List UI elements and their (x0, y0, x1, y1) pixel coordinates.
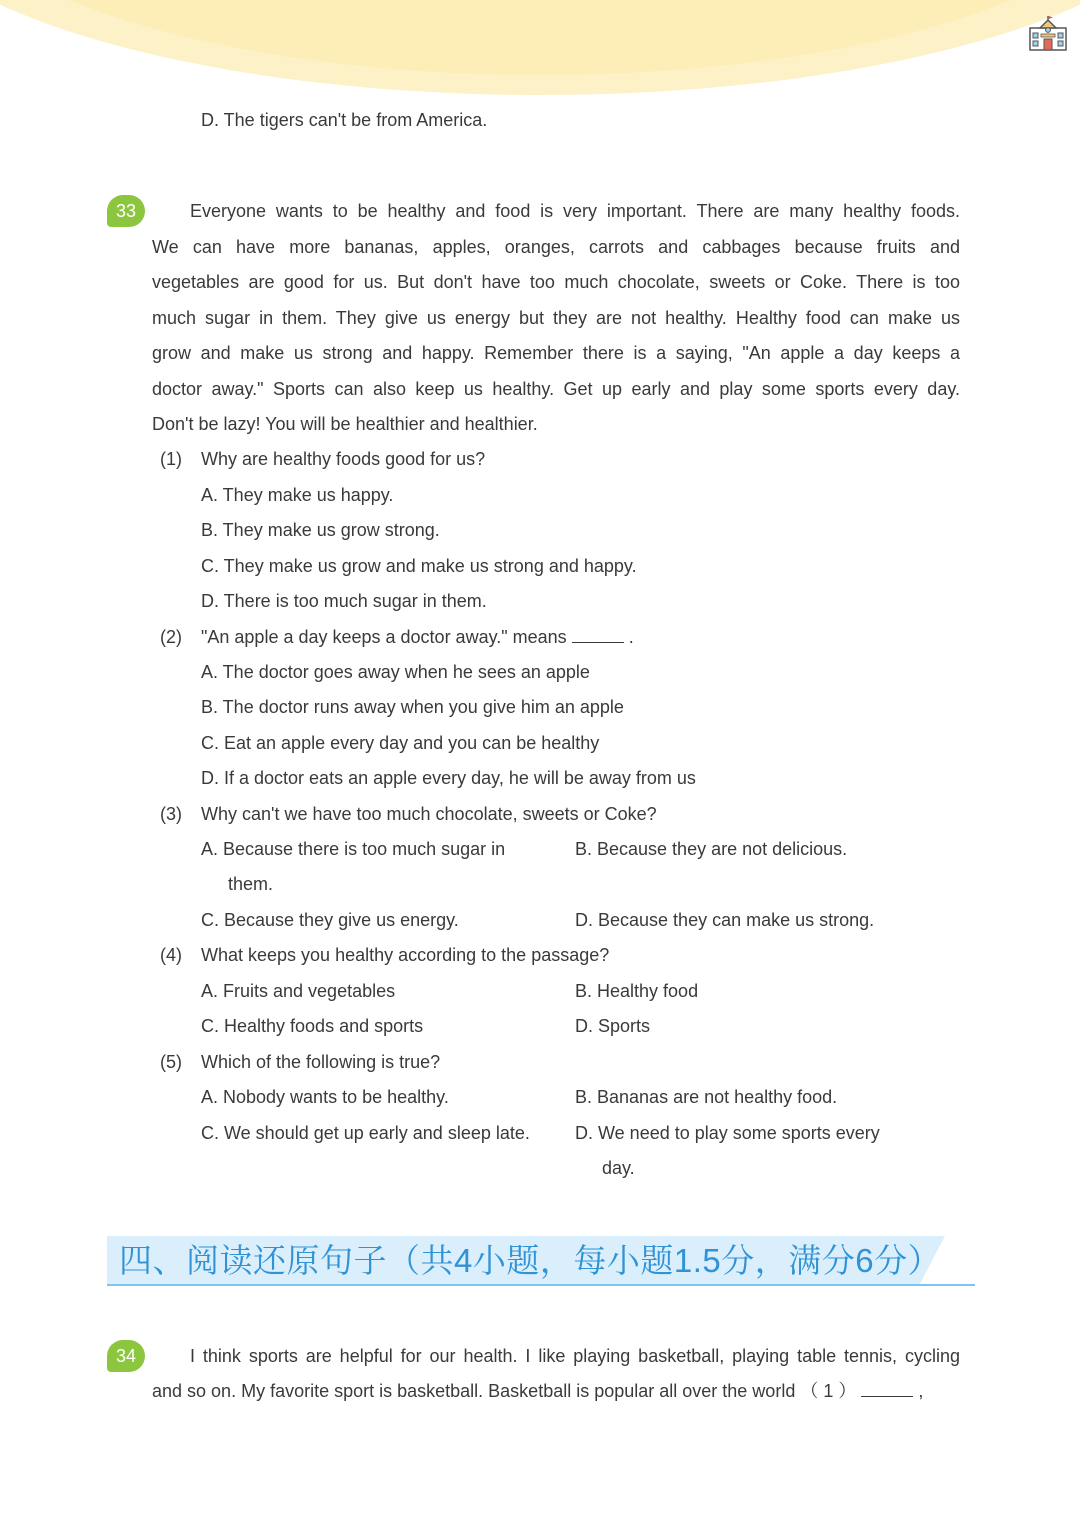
q33-3-option-a: A. Because there is too much sugar in (201, 839, 506, 859)
q34-blank-label: （ 1 ） (800, 1381, 857, 1401)
q33-1-option-d: D. There is too much sugar in them. (201, 591, 487, 611)
q33-1-option-b: B. They make us grow strong. (201, 520, 440, 540)
q33-4-option-b: B. Healthy food (575, 981, 699, 1001)
q33-2-stem-end: . (628, 627, 634, 647)
section-4-header (107, 1236, 975, 1286)
prev-option-d: D. The tigers can't be from America. (201, 110, 488, 130)
q33-4-stem: What keeps you healthy according to the passage? (201, 945, 610, 965)
q33-2-option-a: A. The doctor goes away when he sees an apple (201, 662, 590, 682)
section-header-underline (107, 1284, 975, 1286)
q33-passage-line-5: grow and make us strong and happy. Remember there is a saying, "An apple a day keeps a (152, 343, 960, 363)
question-34-badge: 34 (107, 1340, 145, 1372)
q33-5-option-a: A. Nobody wants to be healthy. (201, 1087, 449, 1107)
q33-3-option-b: B. Because they are not delicious. (575, 839, 848, 859)
school-building-icon (1028, 16, 1068, 52)
question-33-badge: 33 (107, 195, 145, 227)
q33-1-label: (1) (160, 449, 182, 469)
q33-2-stem-row (201, 626, 634, 648)
answer-blank[interactable] (861, 1380, 913, 1397)
q33-1-option-c: C. They make us grow and make us strong and happy. (201, 556, 637, 576)
q33-passage-line-4: much sugar in them. They give us energy but they are not healthy. Healthy food can make us (152, 308, 960, 328)
q33-passage-line-7: Don't be lazy! You will be healthier and healthier. (152, 414, 538, 434)
q34-line-end: , (918, 1381, 924, 1401)
q33-5-option-b: B. Bananas are not healthy food. (575, 1087, 838, 1107)
q33-1-stem: Why are healthy foods good for us? (201, 449, 486, 469)
q33-5-option-d-cont: day. (602, 1158, 635, 1178)
q33-3-label: (3) (160, 804, 182, 824)
q33-4-option-d: D. Sports (575, 1016, 651, 1036)
q33-2-option-d: D. If a doctor eats an apple every day, he will be away from us (201, 768, 696, 788)
q33-2-option-c: C. Eat an apple every day and you can be healthy (201, 733, 600, 753)
q33-5-option-d: D. We need to play some sports every (575, 1123, 880, 1143)
q33-passage-line-6: doctor away." Sports can also keep us healthy. Get up early and play some sports every day. (152, 379, 960, 399)
q33-2-option-b: B. The doctor runs away when you give him an apple (201, 697, 624, 717)
q33-4-option-c: C. Healthy foods and sports (201, 1016, 424, 1036)
q33-5-stem: Which of the following is true? (201, 1052, 441, 1072)
q33-passage-line-2: We can have more bananas, apples, oranges, carrots and cabbages because fruits and (152, 237, 960, 257)
q33-5-option-c: C. We should get up early and sleep late. (201, 1123, 530, 1143)
q33-3-option-c: C. Because they give us energy. (201, 910, 459, 930)
q33-passage-line-3: vegetables are good for us. But don't have too much chocolate, sweets or Coke. There is too (152, 272, 960, 292)
q34-passage-line-2-row (152, 1380, 923, 1402)
q33-2-stem: "An apple a day keeps a doctor away." means (201, 627, 567, 647)
q33-3-option-a-cont: them. (228, 874, 274, 894)
q33-3-stem: Why can't we have too much chocolate, sweets or Coke? (201, 804, 657, 824)
answer-blank[interactable] (572, 626, 624, 643)
q33-3-option-d: D. Because they can make us strong. (575, 910, 875, 930)
q33-5-label: (5) (160, 1052, 182, 1072)
q33-4-option-a: A. Fruits and vegetables (201, 981, 396, 1001)
q34-passage-line-2: and so on. My favorite sport is basketball. Basketball is popular all over the world (152, 1381, 796, 1401)
section-4-title: 四、阅读还原句子（共4小题，每小题1.5分，满分6分） (119, 1242, 942, 1279)
q33-passage-line-1: Everyone wants to be healthy and food is very important. There are many healthy foods. (190, 201, 960, 221)
q33-1-option-a: A. They make us happy. (201, 485, 394, 505)
q34-passage-line-1: I think sports are helpful for our health. I like playing basketball, playing table tennis, cycling (190, 1346, 960, 1366)
q33-2-label: (2) (160, 627, 182, 647)
q33-4-label: (4) (160, 945, 182, 965)
